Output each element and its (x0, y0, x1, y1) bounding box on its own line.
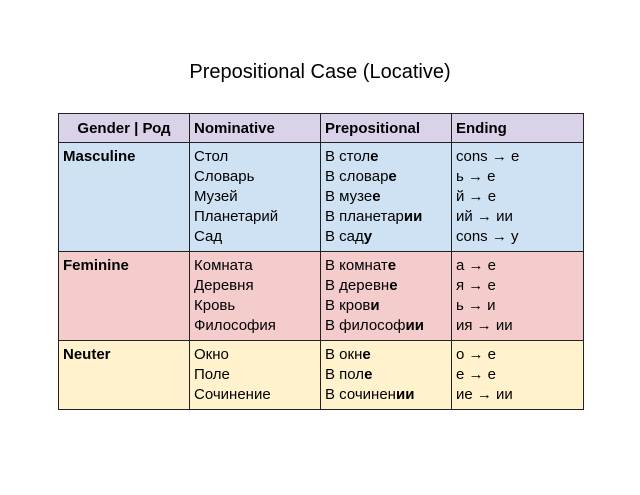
prepositional-stem: В кров (325, 297, 371, 314)
prepositional-stem: В стол (325, 148, 371, 165)
prepositional-ending: е (387, 257, 397, 274)
case-table (58, 113, 584, 410)
prepositional-ending: и (370, 297, 380, 314)
nominative-word: Окно (194, 346, 229, 363)
ending-rule: о → е (456, 346, 497, 363)
nominative-word: Комната (194, 257, 253, 274)
ending-rule: ия → ии (456, 317, 513, 334)
nominative-word: Словарь (194, 168, 255, 185)
prepositional-ending: е (372, 188, 381, 205)
nominative-word: Кровь (194, 297, 236, 314)
prepositional-ending: ии (403, 208, 423, 225)
ending-cell (452, 341, 584, 410)
page-title: Prepositional Case (Locative) (189, 61, 451, 83)
prepositional-ending: е (362, 346, 371, 363)
prepositional-cell (321, 252, 452, 341)
prepositional-stem: В комнат (325, 257, 388, 274)
nominative-word: Философия (194, 317, 276, 334)
ending-rule: й → е (456, 188, 497, 205)
nominative-cell (190, 143, 321, 252)
gender-cell: Masculine (59, 143, 190, 252)
prepositional-stem: В философ (325, 317, 406, 334)
prepositional-phrase (325, 187, 447, 207)
prepositional-phrase (325, 296, 447, 316)
prepositional-ending: у (363, 228, 373, 245)
gender-cell: Feminine (59, 252, 190, 341)
prepositional-ending: е (388, 168, 397, 185)
gender-cell: Neuter (59, 341, 190, 410)
ending-rule: а → е (456, 257, 497, 274)
table-row-masculine (59, 143, 584, 252)
prepositional-stem: В деревн (325, 277, 390, 294)
prepositional-phrase (325, 385, 447, 405)
nominative-cell (190, 252, 321, 341)
ending-rule: ь → е (456, 168, 496, 185)
prepositional-stem: В сочинен (325, 386, 396, 403)
prepositional-stem: В окн (325, 346, 363, 363)
table-body (59, 143, 584, 410)
header-gender: Gender | Род (59, 114, 190, 143)
prepositional-ending: ии (395, 386, 415, 403)
prepositional-ending: е (370, 148, 379, 165)
ending-rule: ь → и (456, 297, 496, 314)
ending-rule: я → е (456, 277, 496, 294)
prepositional-ending: е (364, 366, 373, 383)
prepositional-cell (321, 341, 452, 410)
prepositional-cell (321, 143, 452, 252)
ending-rule: cons → у (456, 228, 519, 245)
nominative-word: Поле (194, 366, 230, 383)
prepositional-phrase (325, 365, 447, 385)
prepositional-phrase (325, 167, 447, 187)
prepositional-phrase (325, 207, 447, 227)
nominative-word: Музей (194, 188, 238, 205)
prepositional-ending: ии (405, 317, 424, 334)
nominative-cell (190, 341, 321, 410)
prepositional-ending: е (389, 277, 398, 294)
nominative-word: Деревня (194, 277, 254, 294)
prepositional-stem: В сад (325, 228, 364, 245)
ending-cell (452, 252, 584, 341)
prepositional-phrase (325, 256, 447, 276)
nominative-word: Сад (194, 228, 223, 245)
prepositional-stem: В планетар (325, 208, 404, 225)
table-row-feminine (59, 252, 584, 341)
prepositional-stem: В музе (325, 188, 373, 205)
prepositional-phrase (325, 316, 447, 336)
nominative-word: Стол (194, 148, 229, 165)
prepositional-phrase (325, 147, 447, 167)
ending-rule: ий → ии (456, 208, 513, 225)
header-nominative: Nominative (190, 114, 321, 143)
nominative-word: Планетарий (194, 208, 279, 225)
ending-rule: ие → ии (456, 386, 513, 403)
table-row-neuter (59, 341, 584, 410)
prepositional-phrase (325, 345, 447, 365)
header-prepositional: Prepositional (321, 114, 452, 143)
table-header-row (59, 114, 584, 143)
prepositional-phrase (325, 227, 447, 247)
prepositional-stem: В пол (325, 366, 365, 383)
header-ending: Ending (452, 114, 584, 143)
ending-cell (452, 143, 584, 252)
ending-rule: е → е (456, 366, 497, 383)
ending-rule: cons → е (456, 148, 520, 165)
nominative-word: Сочинение (194, 386, 271, 403)
prepositional-phrase (325, 276, 447, 296)
prepositional-stem: В словар (325, 168, 389, 185)
